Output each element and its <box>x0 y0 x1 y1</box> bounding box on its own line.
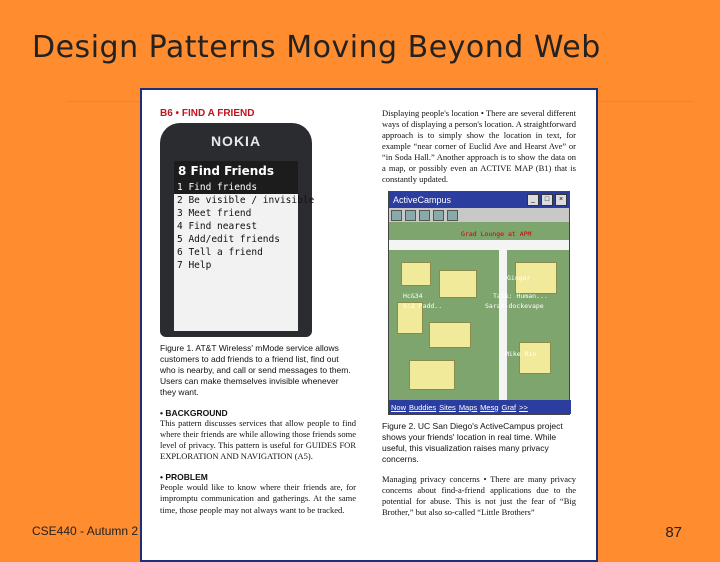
map-nav-link: Maps <box>458 402 478 412</box>
slide-number: 87 <box>665 524 682 541</box>
tool-icon <box>419 210 430 221</box>
map-building <box>401 262 431 286</box>
problem-text: People would like to know where their friends are, for impromptu communication and gatherings. At the same time, those people may not always want to be tracked. <box>160 482 356 515</box>
map-nav-link: Buddies <box>409 402 437 412</box>
problem-heading: • PROBLEM <box>160 472 208 483</box>
map-label: Mike Rin <box>505 350 537 359</box>
slide-title: Design Patterns Moving Beyond Web <box>32 30 601 65</box>
phone-menu-item: 4 Find nearest <box>177 221 258 232</box>
phone-menu-item: 2 Be visible / invisible <box>177 195 315 206</box>
privacy-text: Managing privacy concerns • There are many privacy concerns about find-a-friend applications due to the potential for abuse. This is not just the fear of “Big Brother,” but also so-called “Little Brothers” <box>382 473 576 517</box>
phone-menu-item: 6 Tell a friend <box>177 247 263 258</box>
map-label: Sarah-dockevape <box>485 302 544 311</box>
footer-course: CSE440 - Autumn 2 <box>32 524 139 538</box>
phone-menu-item: 1 Find friends <box>174 181 298 194</box>
map-building <box>519 342 551 374</box>
map-label: S:2 Padd.. <box>403 302 443 311</box>
phone-illustration <box>160 123 315 337</box>
campus-map <box>389 222 569 400</box>
map-label: Grad Lounge at APM <box>461 230 532 239</box>
tool-icon <box>447 210 458 221</box>
tool-icon <box>433 210 444 221</box>
displaying-location-text: Displaying people's location • There are several different ways of displaying a person's location. A straightforward approach is to simply show the location in text, for example “near corner of Euclid Ave and Hearst Ave” or “in Soda Hall.” Another approach is to show the data on a map, or possibly even an ACTIVE MAP (B1) that is constantly updated. <box>382 108 576 185</box>
phone-brand: NOKIA <box>210 133 262 149</box>
activecampus-window <box>388 191 570 415</box>
phone-screen-title: 8 Find Friends <box>174 161 298 181</box>
map-nav-link: Graf <box>501 402 517 412</box>
close-icon: × <box>555 194 567 206</box>
phone-screen <box>174 161 315 331</box>
phone-menu-item: 5 Add/edit friends <box>177 234 280 245</box>
figure2-caption: Figure 2. UC San Diego's ActiveCampus project shows your friends' location in real time. While useful, this visualization raises many privacy concerns. <box>382 421 563 465</box>
left-column <box>160 108 356 516</box>
tool-icon <box>391 210 402 221</box>
map-label: Talk: Human... <box>493 292 548 301</box>
phone-menu-item: 7 Help <box>177 260 212 271</box>
map-nav-bar <box>389 400 571 414</box>
map-label: Ginger <box>507 274 531 283</box>
book-page-image <box>140 88 598 562</box>
maximize-icon: □ <box>541 194 553 206</box>
map-road <box>499 250 507 400</box>
map-nav-link: Sites <box>439 402 456 412</box>
phone-menu-item: 3 Meet friend <box>177 208 252 219</box>
figure1-caption: Figure 1. AT&T Wireless' mMode service allows customers to add friends to a friend list, find out who is nearby, and call or send messages to them. Users can make themselves invisible whenever they want. <box>160 343 351 398</box>
map-road <box>389 240 569 250</box>
map-nav-link: Now <box>391 402 407 412</box>
background-text: This pattern discusses services that allow people to find where their friends are while allowing those friends some level of privacy. This pattern is useful for GUIDES FOR EXPLORATION AND NAVIGATION (A5). <box>160 418 356 462</box>
map-nav-link: >> <box>519 402 528 412</box>
right-column <box>382 108 576 518</box>
pattern-title: B6 • FIND A FRIEND <box>160 108 255 119</box>
tool-icon <box>405 210 416 221</box>
map-building <box>439 270 477 298</box>
map-window-title: ActiveCampus <box>393 195 452 206</box>
map-building <box>409 360 455 390</box>
map-building <box>429 322 471 348</box>
window-controls <box>527 194 567 206</box>
map-titlebar <box>389 192 569 208</box>
map-nav-link: Mesg <box>480 402 499 412</box>
background-heading: • BACKGROUND <box>160 408 228 419</box>
map-label: Hc&34 <box>403 292 423 301</box>
minimize-icon: _ <box>527 194 539 206</box>
